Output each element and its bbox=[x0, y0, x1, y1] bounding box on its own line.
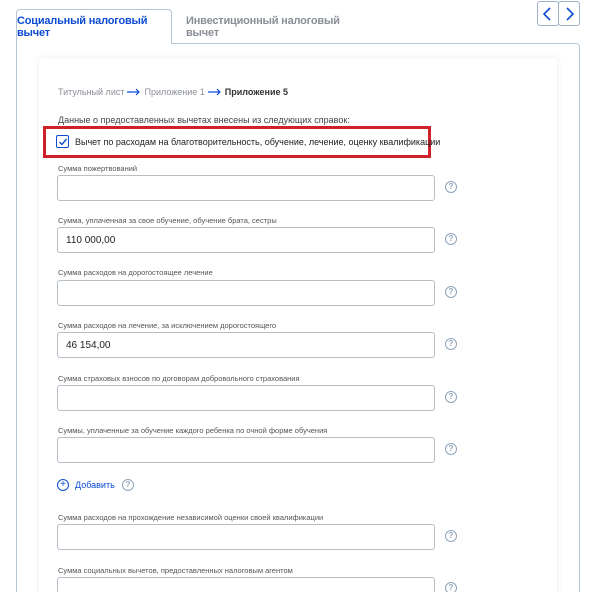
deduction-checkbox-label[interactable]: Вычет по расходам на благотворительность, обучение, лечение, оценку квалификации bbox=[75, 137, 441, 147]
field-label-qualification: Сумма расходов на прохождение независимой оценки своей квалификации bbox=[58, 513, 324, 522]
own-education-input[interactable]: 110 000,00 bbox=[57, 227, 435, 253]
field-label-treatment: Сумма расходов на лечение, за исключением дорогостоящего bbox=[58, 321, 277, 330]
donations-input[interactable] bbox=[57, 175, 435, 201]
insurance-input[interactable] bbox=[57, 385, 435, 411]
field-label-tax-agent: Сумма социальных вычетов, предоставленных налоговым агентом bbox=[58, 566, 293, 575]
field-label-expensive-treatment: Сумма расходов на дорогостоящее лечение bbox=[58, 268, 213, 277]
breadcrumb-item-appendix-5: Приложение 5 bbox=[224, 87, 288, 97]
breadcrumb bbox=[58, 87, 288, 97]
help-icon[interactable]: ? bbox=[445, 530, 457, 542]
help-icon[interactable]: ? bbox=[445, 181, 457, 193]
field-label-child-education: Суммы, уплаченные за обучение каждого ребенка по очной форме обучения bbox=[58, 426, 328, 435]
add-button[interactable] bbox=[57, 479, 115, 491]
tab-bar bbox=[16, 9, 584, 43]
arrow-right-icon bbox=[208, 88, 222, 96]
tab-social-deduction[interactable]: Социальный налоговый вычет bbox=[16, 9, 172, 44]
next-button[interactable] bbox=[558, 1, 580, 26]
deduction-checkbox[interactable] bbox=[56, 135, 69, 148]
add-button-label: Добавить bbox=[75, 480, 115, 490]
tax-agent-input[interactable] bbox=[57, 577, 435, 592]
breadcrumb-item-title-page[interactable]: Титульный лист bbox=[58, 87, 125, 97]
chevron-left-icon bbox=[542, 7, 554, 21]
field-label-own-education: Сумма, уплаченная за свое обучение, обучение брата, сестры bbox=[58, 216, 277, 225]
field-label-donations: Сумма пожертвований bbox=[58, 164, 138, 173]
qualification-input[interactable] bbox=[57, 524, 435, 550]
treatment-input[interactable]: 46 154,00 bbox=[57, 332, 435, 358]
help-icon[interactable]: ? bbox=[445, 391, 457, 403]
tab-investment-deduction[interactable]: Инвестиционный налоговый вычет bbox=[186, 14, 340, 39]
chevron-right-icon bbox=[563, 7, 575, 21]
expensive-treatment-input[interactable] bbox=[57, 280, 435, 306]
field-label-insurance: Сумма страховых взносов по договорам добровольного страхования bbox=[58, 374, 300, 383]
plus-circle-icon: + bbox=[57, 479, 69, 491]
intro-text: Данные о предоставленных вычетах внесены из следующих справок: bbox=[58, 115, 350, 125]
help-icon[interactable]: ? bbox=[445, 582, 457, 592]
child-education-input[interactable] bbox=[57, 437, 435, 463]
prev-button[interactable] bbox=[537, 1, 559, 26]
breadcrumb-item-appendix-1[interactable]: Приложение 1 bbox=[144, 87, 205, 97]
help-icon[interactable]: ? bbox=[445, 233, 457, 245]
check-icon bbox=[58, 137, 68, 147]
help-icon[interactable]: ? bbox=[445, 286, 457, 298]
arrow-right-icon bbox=[127, 88, 141, 96]
help-icon[interactable]: ? bbox=[445, 443, 457, 455]
help-icon[interactable]: ? bbox=[445, 338, 457, 350]
help-icon[interactable]: ? bbox=[122, 479, 134, 491]
